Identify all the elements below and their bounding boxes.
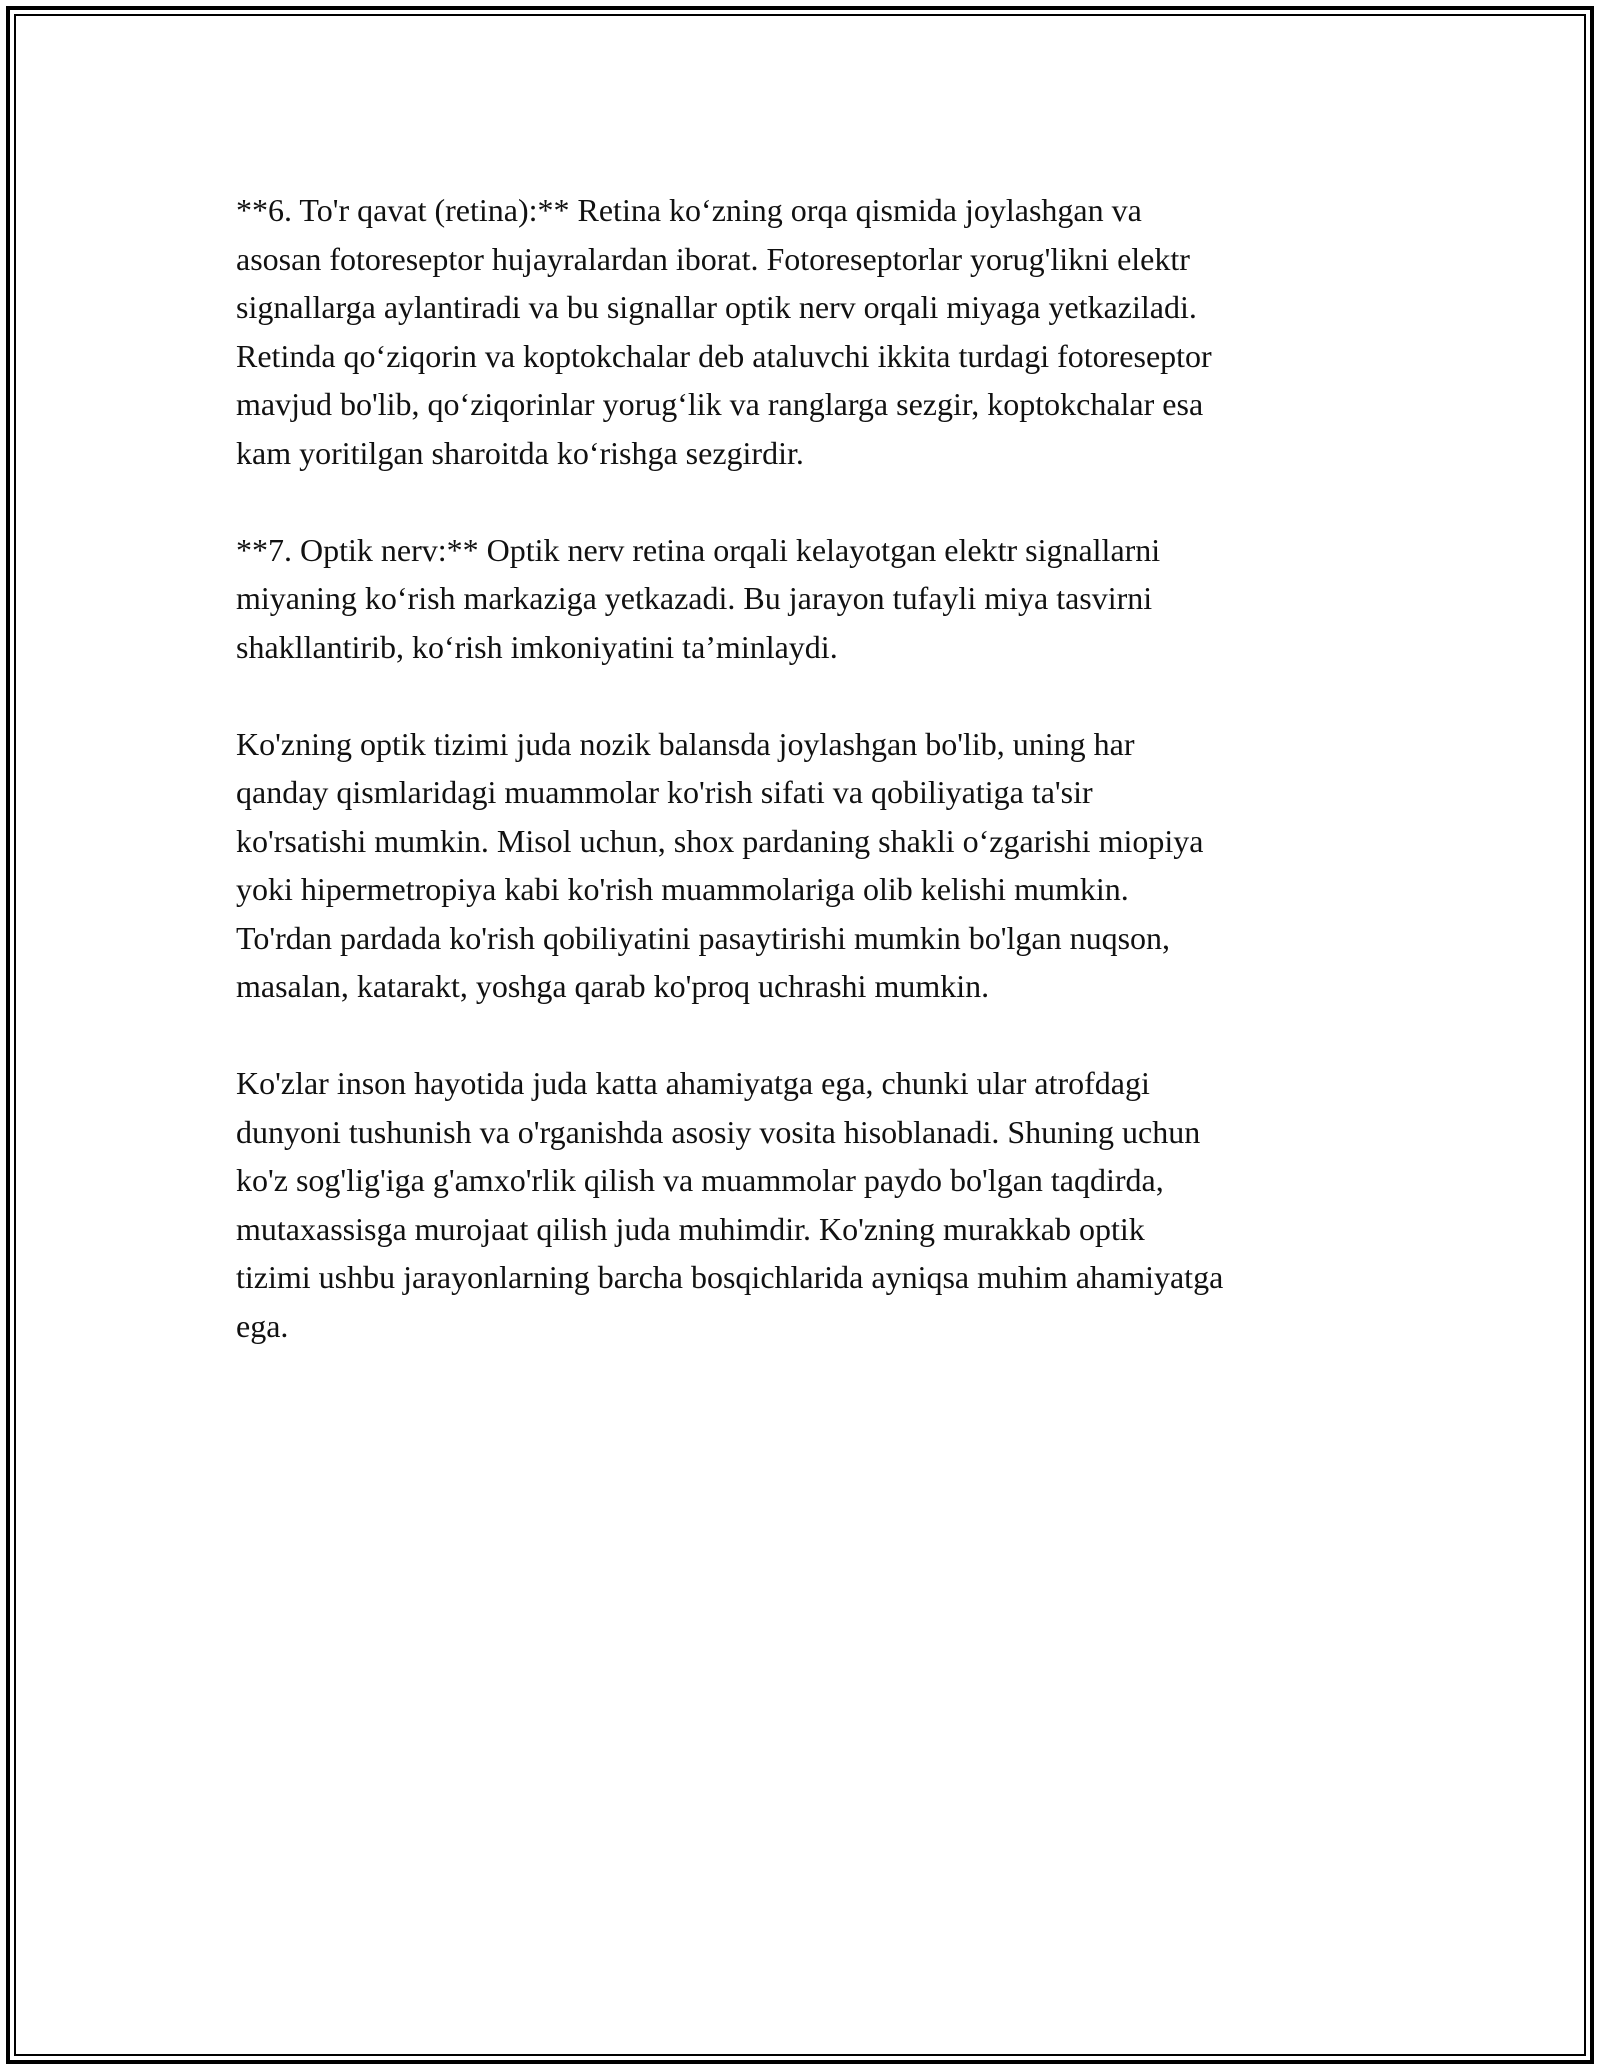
text-line: ko'z sog'lig'iga g'amxo'rlik qilish va muammolar paydo bo'lgan taqdirda, xyxy=(236,1162,1164,1198)
text-line: qanday qismlaridagi muammolar ko'rish sifati va qobiliyatiga ta'sir xyxy=(236,774,1093,810)
text-line: kam yoritilgan sharoitda ko‘rishga sezgirdir. xyxy=(236,434,804,471)
text-line: tizimi ushbu jarayonlarning barcha bosqichlarida ayniqsa muhim ahamiyatga xyxy=(236,1259,1224,1295)
text-line: ega. xyxy=(236,1307,289,1344)
text-line: dunyoni tushunish va o'rganishda asosiy vosita hisoblanadi. Shuning uchun xyxy=(236,1113,1201,1150)
text-line: **6. To'r qavat (retina):** Retina ko‘zning orqa qismida joylashgan va xyxy=(236,192,1142,228)
text-line: mutaxassisga murojaat qilish juda muhimdir. Ko'zning murakkab optik xyxy=(236,1210,1145,1247)
text-line: shakllantirib, ko‘rish imkoniyatini ta’minlaydi. xyxy=(236,628,838,665)
paragraph-retina xyxy=(236,186,1376,477)
text-line: yoki hipermetropiya kabi ko'rish muammolariga olib kelishi mumkin. xyxy=(236,871,1129,907)
text-line: signallarga aylantiradi va bu signallar optik nerv orqali miyaga yetkaziladi. xyxy=(236,289,1197,325)
paragraph-conclusion xyxy=(236,1059,1376,1350)
text-line: Ko'zning optik tizimi juda nozik balansda joylashgan bo'lib, uning har xyxy=(236,725,1135,762)
text-line: masalan, katarakt, yoshga qarab ko'proq uchrashi mumkin. xyxy=(236,968,990,1004)
text-line: mavjud bo'lib, qo‘ziqorinlar yorug‘lik va ranglarga sezgir, koptokchalar esa xyxy=(236,386,1204,422)
text-line: To'rdan pardada ko'rish qobiliyatini pasaytirishi mumkin bo'lgan nuqson, xyxy=(236,919,1171,956)
text-line: **7. Optik nerv:** Optik nerv retina orqali kelayotgan elektr signallarni xyxy=(236,531,1161,568)
text-line: Retinda qo‘ziqorin va koptokchalar deb ataluvchi ikkita turdagi fotoreseptor xyxy=(236,337,1212,374)
text-line: Ko'zlar inson hayotida juda katta ahamiyatga ega, chunki ular atrofdagi xyxy=(236,1065,1150,1101)
paragraph-optic-nerve xyxy=(236,526,1376,672)
paragraph-optical-system xyxy=(236,720,1376,1011)
text-line: miyaning ko‘rish markaziga yetkazadi. Bu jarayon tufayli miya tasvirni xyxy=(236,580,1153,616)
document-body xyxy=(236,186,1376,1399)
text-line: ko'rsatishi mumkin. Misol uchun, shox pardaning shakli o‘zgarishi miopiya xyxy=(236,822,1204,859)
text-line: asosan fotoreseptor hujayralardan iborat. Fotoreseptorlar yorug'likni elektr xyxy=(236,240,1190,277)
